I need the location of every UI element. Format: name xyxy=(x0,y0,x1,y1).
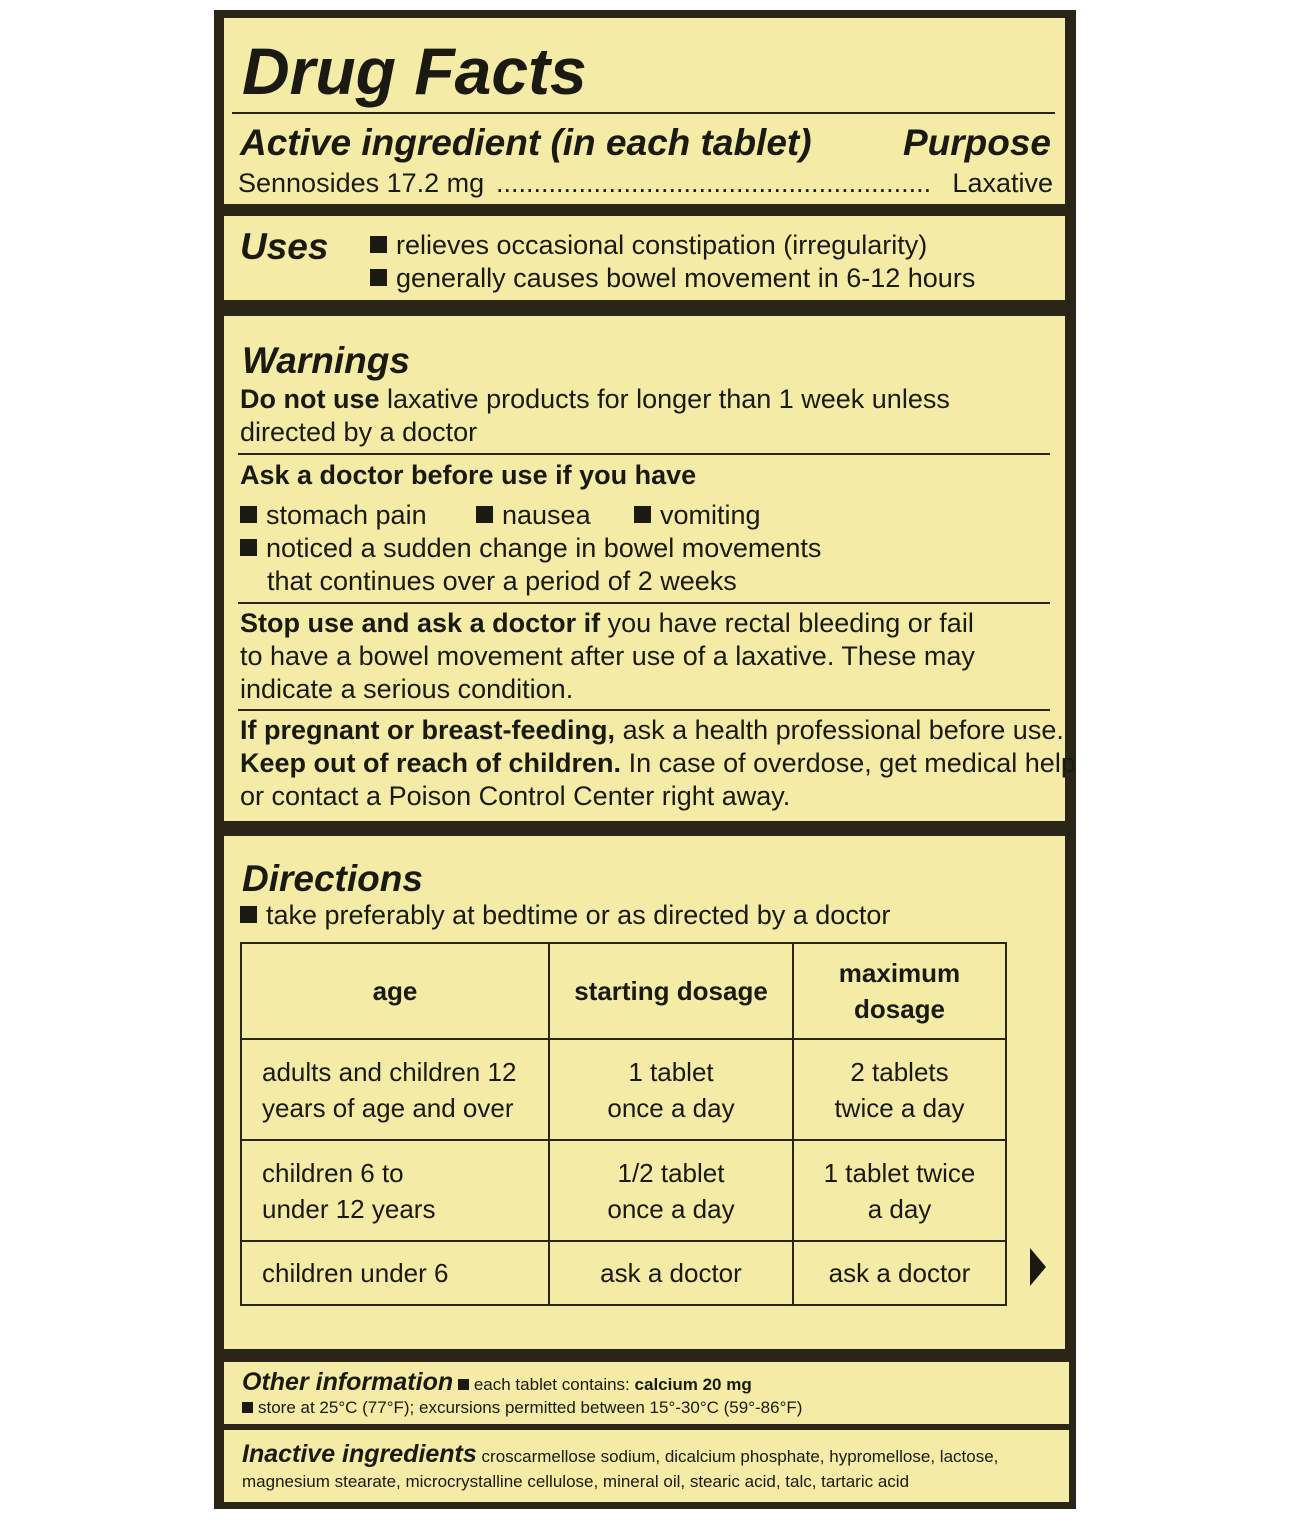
directions-header: Directions xyxy=(242,858,423,899)
symptom-item: vomiting xyxy=(634,500,761,531)
inactive-ingredients-panel xyxy=(224,1430,1069,1502)
ingredient-dots: .......................................................... xyxy=(496,168,932,198)
bowel-change-item: noticed a sudden change in bowel movements xyxy=(240,533,821,564)
starting-dosage-cell: ask a doctor xyxy=(549,1241,793,1305)
keep-out-line: Keep out of reach of children. In case of overdose, get medical help xyxy=(240,748,1076,778)
starting-dosage-cell: 1 tablet once a day xyxy=(549,1039,793,1140)
section-rule xyxy=(238,709,1050,711)
bowel-change-line-2: that continues over a period of 2 weeks xyxy=(267,566,737,596)
uses-item: relieves occasional constipation (irregularity) xyxy=(370,230,927,261)
do-not-use-line: Do not use laxative products for longer than 1 week unless xyxy=(240,384,950,414)
ingredient-purpose: Laxative xyxy=(952,168,1053,198)
section-rule xyxy=(238,602,1050,604)
active-ingredient-panel xyxy=(224,18,1065,204)
maximum-dosage-cell: 1 tablet twice a day xyxy=(793,1140,1006,1241)
uses-item: generally causes bowel movement in 6-12 hours xyxy=(370,263,975,294)
directions-panel xyxy=(224,836,1065,1349)
directions-item: take preferably at bedtime or as directed by a doctor xyxy=(240,900,890,931)
drug-facts-title: Drug Facts xyxy=(242,34,587,108)
inactive-line-2: magnesium stearate, microcrystalline cellulose, mineral oil, stearic acid, talc, tartaric acid xyxy=(242,1472,910,1491)
inactive-line-1: Inactive ingredients croscarmellose sodium, dicalcium phosphate, hypromellose, lactose, xyxy=(242,1440,999,1468)
age-cell: children 6 to under 12 years xyxy=(241,1140,549,1241)
bullet-icon xyxy=(370,236,387,253)
column-header-starting-dosage: starting dosage xyxy=(549,943,793,1039)
continue-arrow-icon xyxy=(1030,1248,1046,1286)
column-header-age: age xyxy=(241,943,549,1039)
table-header-row xyxy=(241,943,1006,1039)
stop-use-line-2: to have a bowel movement after use of a laxative. These may xyxy=(240,641,975,671)
bullet-icon xyxy=(634,506,651,523)
uses-panel xyxy=(224,216,1065,300)
bullet-icon xyxy=(240,906,257,923)
column-header-maximum-dosage: maximum dosage xyxy=(793,943,1006,1039)
symptom-item: stomach pain xyxy=(240,500,427,531)
warnings-panel xyxy=(224,316,1076,821)
age-cell: children under 6 xyxy=(241,1241,549,1305)
inactive-header: Inactive ingredients xyxy=(242,1440,477,1468)
uses-header: Uses xyxy=(240,226,329,267)
bullet-icon xyxy=(242,1402,253,1413)
purpose-header: Purpose xyxy=(902,122,1051,163)
table-row xyxy=(241,1039,1006,1140)
title-rule xyxy=(232,112,1055,114)
table-row xyxy=(241,1241,1006,1305)
bullet-icon xyxy=(370,269,387,286)
ingredient-name: Sennosides 17.2 mg xyxy=(238,168,485,198)
do-not-use-line-2: directed by a doctor xyxy=(240,417,478,447)
pregnant-line: If pregnant or breast-feeding, ask a health professional before use. xyxy=(240,715,1064,745)
other-information-panel xyxy=(224,1362,1069,1424)
maximum-dosage-cell: 2 tablets twice a day xyxy=(793,1039,1006,1140)
stop-use-line-3: indicate a serious condition. xyxy=(240,674,574,704)
stop-use-line: Stop use and ask a doctor if you have rectal bleeding or fail xyxy=(240,608,974,638)
bullet-icon xyxy=(240,539,257,556)
drug-facts-label xyxy=(214,10,1076,1509)
keep-out-line-2: or contact a Poison Control Center right away. xyxy=(240,781,791,811)
warnings-header: Warnings xyxy=(242,340,410,381)
age-cell: adults and children 12 years of age and over xyxy=(241,1039,549,1140)
bullet-icon xyxy=(458,1379,469,1390)
other-info-header: Other information xyxy=(242,1368,454,1396)
bullet-icon xyxy=(240,506,257,523)
maximum-dosage-cell: ask a doctor xyxy=(793,1241,1006,1305)
table-row xyxy=(241,1140,1006,1241)
starting-dosage-cell: 1/2 tablet once a day xyxy=(549,1140,793,1241)
ask-doctor-heading: Ask a doctor before use if you have xyxy=(240,460,697,490)
bullet-icon xyxy=(476,506,493,523)
dosage-table xyxy=(240,942,1007,1306)
section-rule xyxy=(238,453,1050,455)
other-info-line-1: Other information each tablet contains: calcium 20 mg xyxy=(242,1368,752,1396)
symptom-item: nausea xyxy=(476,500,591,531)
active-ingredient-header: Active ingredient (in each tablet) xyxy=(240,122,812,163)
other-info-line-2: store at 25°C (77°F); excursions permitted between 15°-30°C (59°-86°F) xyxy=(242,1398,802,1418)
